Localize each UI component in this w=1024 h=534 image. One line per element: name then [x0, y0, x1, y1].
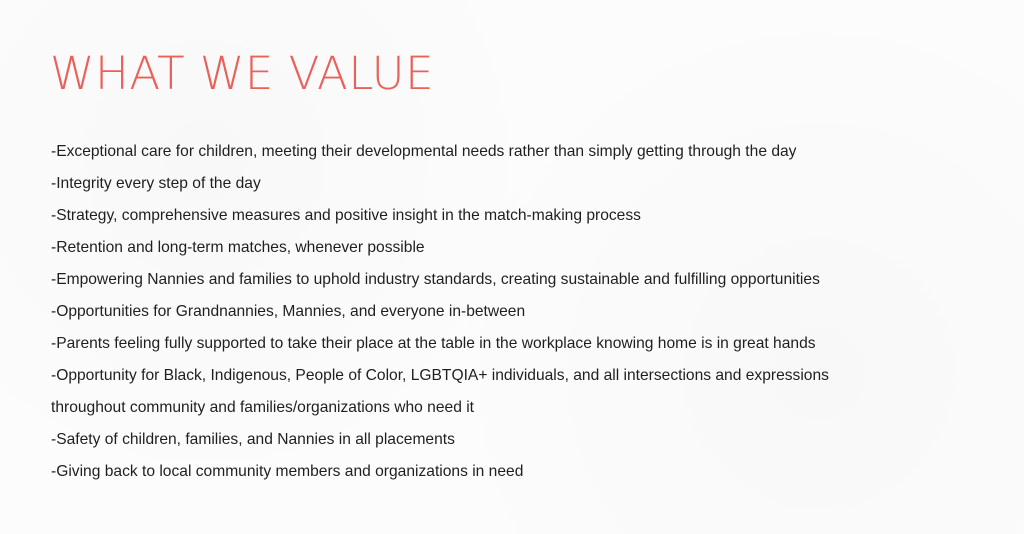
value-item-opportunities: -Opportunities for Grandnannies, Mannies, and everyone in-between — [51, 303, 526, 320]
value-item-giving-back: -Giving back to local community members and organizations in need — [51, 463, 524, 480]
page-title: WHAT WE VALUE — [50, 47, 435, 100]
value-item-inclusion-continued: throughout community and families/organizations who need it — [51, 399, 475, 416]
value-item-retention: -Retention and long-term matches, whenever possible — [51, 239, 425, 256]
value-item-care: -Exceptional care for children, meeting their developmental needs rather than simply getting through the day — [51, 143, 797, 160]
value-item-integrity: -Integrity every step of the day — [51, 175, 261, 192]
values-list — [51, 136, 991, 488]
value-item-safety: -Safety of children, families, and Nannies in all placements — [51, 431, 455, 448]
value-item-inclusion: -Opportunity for Black, Indigenous, People of Color, LGBTQIA+ individuals, and all intersections and expressions — [51, 367, 829, 384]
value-item-empowering: -Empowering Nannies and families to uphold industry standards, creating sustainable and fulfilling opportunities — [51, 271, 820, 288]
value-item-parents: -Parents feeling fully supported to take their place at the table in the workplace knowing home is in great hands — [51, 335, 816, 352]
value-item-strategy: -Strategy, comprehensive measures and positive insight in the match-making process — [51, 207, 641, 224]
